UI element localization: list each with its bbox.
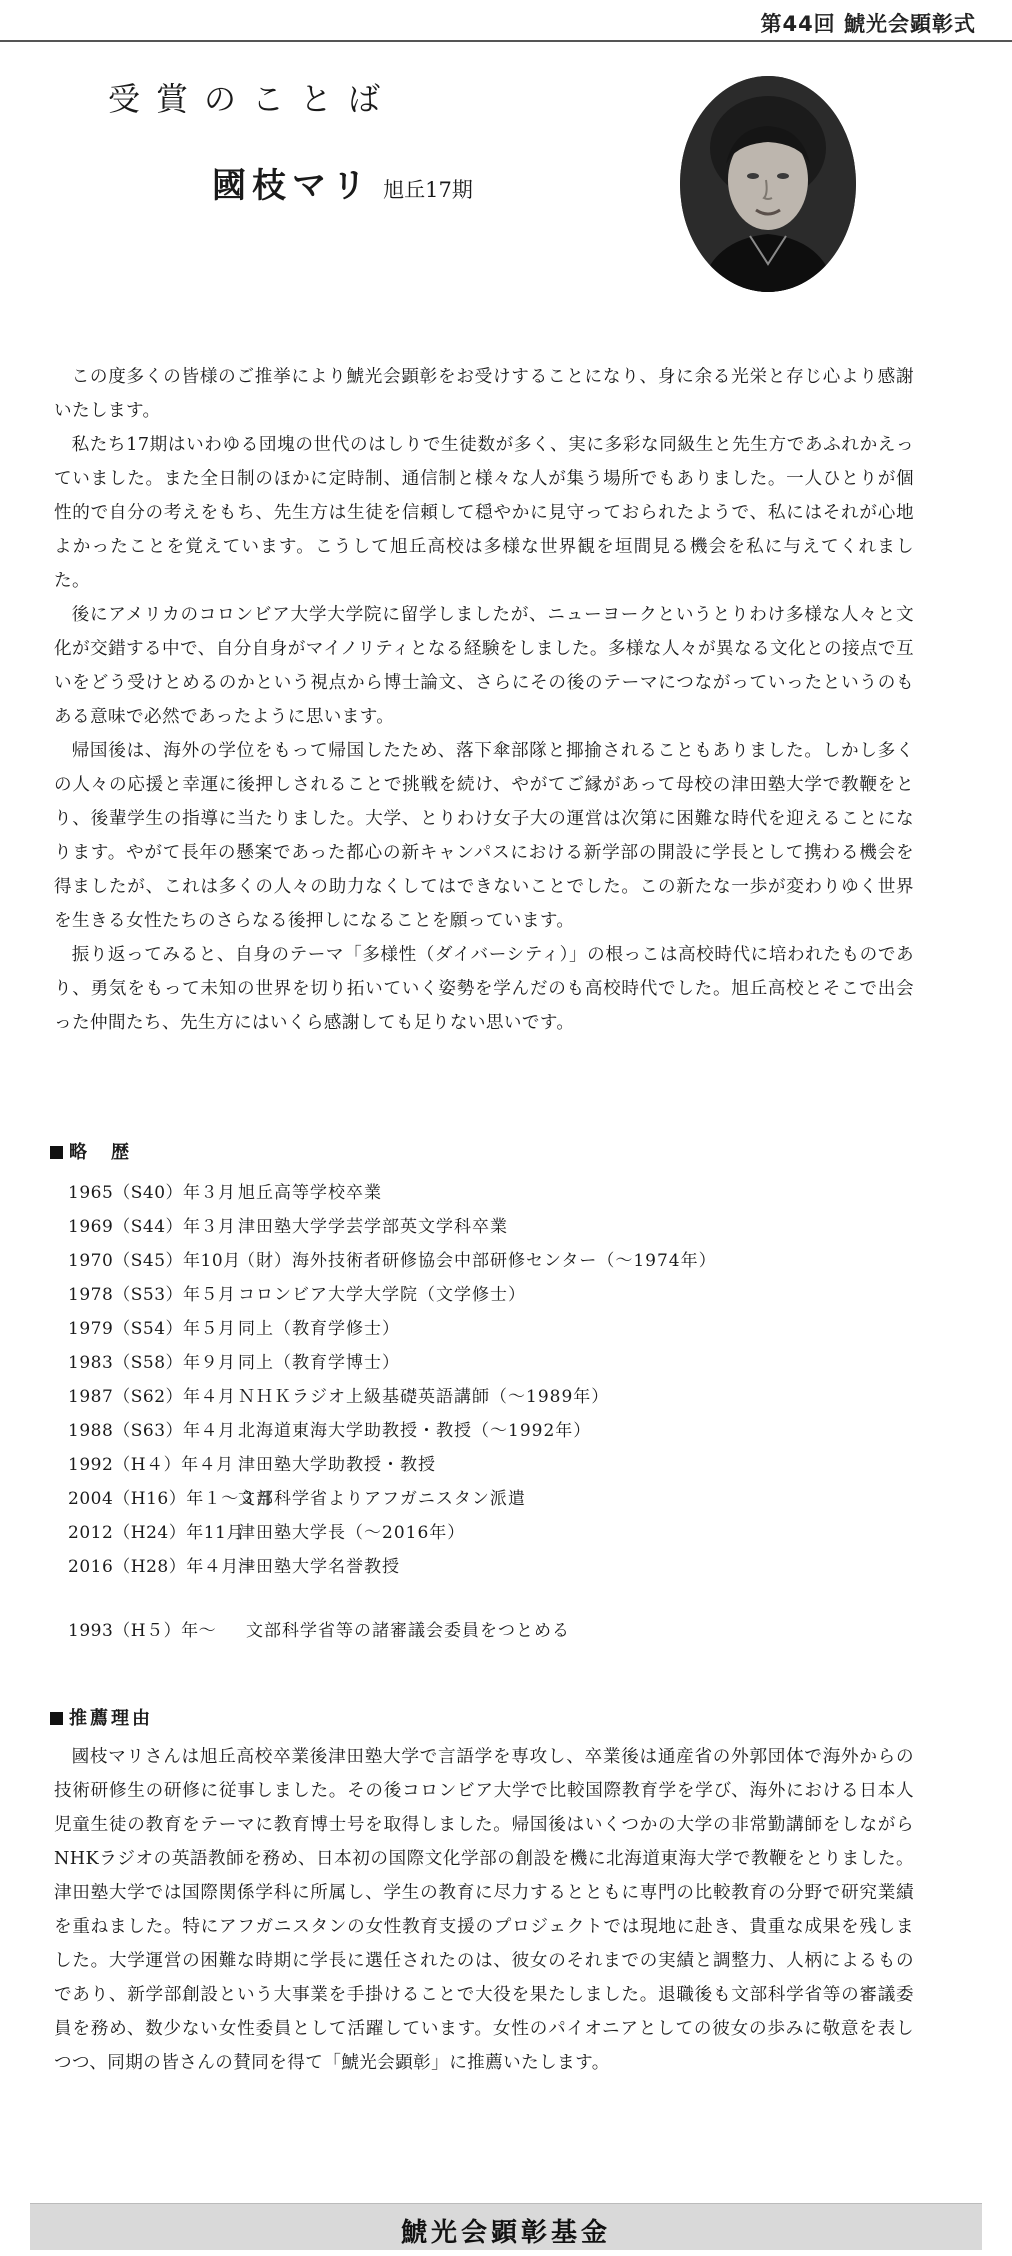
event-title: 第44回 鯱光会顕彰式 bbox=[760, 12, 976, 36]
recommendation-text bbox=[54, 1740, 914, 2080]
speech-paragraph: 私たち17期はいわゆる団塊の世代のはしりで生徒数が多く、実に多彩な同級生と先生方であふれかえっていました。また全日制のほかに定時制、通信制と様々な人が集う場所でもありました。一人ひとりが個性的で自分の考えをもち、先生方は生徒を信頼して穏やかに見守っておられたようで、私にはそれが心地よかったことを覚えています。こうして旭丘高校は多様な世界観を垣間見る機会を私に与えてくれました。 bbox=[54, 435, 914, 591]
history-date: 1988（S63）年４月 bbox=[68, 1421, 236, 1441]
history-date: 1969（S44）年３月 bbox=[68, 1217, 236, 1237]
square-bullet-icon bbox=[50, 1712, 63, 1725]
recipient-line bbox=[212, 158, 473, 207]
history-item bbox=[68, 1244, 928, 1278]
history-item bbox=[68, 1210, 928, 1244]
footer-label: 鯱光会顕彰基金 bbox=[400, 2218, 611, 2248]
history-desc: コロンビア大学大学院（文学修士） bbox=[238, 1285, 526, 1305]
recipient-cohort: 旭丘17期 bbox=[383, 178, 473, 202]
history-heading-text: 略 歴 bbox=[69, 1142, 132, 1163]
history-extra-item bbox=[68, 1616, 570, 1641]
history-date: 1993（H５）年～ bbox=[68, 1621, 217, 1641]
reason-paragraph: 國枝マリさんは旭丘高校卒業後津田塾大学で言語学を専攻し、卒業後は通産省の外郭団体で海外からの技術研修生の研修に従事しました。その後コロンビア大学で比較国際教育学を学び、海外における日本人児童生徒の教育をテーマに教育博士号を取得しました。帰国後はいくつかの大学の非常勤講師をしながらNHKラジオの英語教師を務め、日本初の国際文化学部の創設を機に北海道東海大学で教鞭をとりました。津田塾大学では国際関係学科に所属し、学生の教育に尽力するとともに専門の比較教育の分野で研究業績を重ねました。特にアフガニスタンの女性教育支援のプロジェクトでは現地に赴き、貴重な成果を残しました。大学運営の困難な時期に学長に選任されたのは、彼女のそれまでの実績と調整力、人柄によるものであり、新学部創設という大事業を手掛けることで大役を果たしました。退職後も文部科学省等の審議委員を務め、数少ない女性委員として活躍しています。女性のパイオニアとしての彼女の歩みに敬意を表しつつ、同期の皆さんの賛同を得て「鯱光会顕彰」に推薦いたします。 bbox=[54, 1747, 914, 2073]
history-desc: 津田塾大学名誉教授 bbox=[238, 1557, 400, 1577]
history-item bbox=[68, 1550, 928, 1584]
history-desc: 同上（教育学博士） bbox=[238, 1353, 400, 1373]
history-item bbox=[68, 1482, 928, 1516]
history-date: 1978（S53）年５月 bbox=[68, 1285, 236, 1305]
history-heading bbox=[50, 1138, 132, 1164]
history-item bbox=[68, 1448, 928, 1482]
history-date: 1965（S40）年３月 bbox=[68, 1183, 236, 1203]
portrait-photo bbox=[680, 76, 856, 292]
history-desc: 津田塾大学助教授・教授 bbox=[238, 1455, 436, 1475]
speech-paragraph: 振り返ってみると、自身のテーマ「多様性（ダイバーシティ）」の根っこは高校時代に培われたものであり、勇気をもって未知の世界を切り拓いていく姿勢を学んだのも高校時代でした。旭丘高校とそこで出会った仲間たち、先生方にはいくら感謝しても足りない思いです。 bbox=[54, 945, 914, 1033]
history-date: 2012（H24）年11月 bbox=[68, 1523, 244, 1543]
reason-heading-text: 推薦理由 bbox=[69, 1708, 153, 1729]
page-title: 受賞のことば bbox=[108, 80, 397, 118]
history-desc: 津田塾大学学芸学部英文学科卒業 bbox=[238, 1217, 508, 1237]
speech-paragraph: 帰国後は、海外の学位をもって帰国したため、落下傘部隊と揶揄されることもありました。しかし多くの人々の応援と幸運に後押しされることで挑戦を続け、やがてご縁があって母校の津田塾大学で教鞭をとり、後輩学生の指導に当たりました。大学、とりわけ女子大の運営は次第に困難な時代を迎えることになります。やがて長年の懸案であった都心の新キャンパスにおける新学部の開設に学長として携わる機会を得ましたが、これは多くの人々の助力なくしてはできないことでした。この新たな一歩が変わりゆく世界を生きる女性たちのさらなる後押しになることを願っています。 bbox=[54, 741, 914, 931]
history-date: 1979（S54）年５月 bbox=[68, 1319, 236, 1339]
history-item bbox=[68, 1516, 928, 1550]
recipient-name: 國枝マリ bbox=[212, 166, 372, 206]
history-item bbox=[68, 1346, 928, 1380]
speech-paragraph: 後にアメリカのコロンビア大学大学院に留学しましたが、ニューヨークというとりわけ多様な人々と文化が交錯する中で、自分自身がマイノリティとなる経験をしました。多様な人々が異なる文化との接点で互いをどう受けとめるのかという視点から博士論文、さらにその後のテーマにつながっていったというのもある意味で必然であったように思います。 bbox=[54, 605, 914, 727]
history-date: 2004（H16）年１～３月 bbox=[68, 1489, 274, 1509]
reason-heading bbox=[50, 1704, 153, 1730]
history-date: 1992（H４）年４月 bbox=[68, 1455, 234, 1475]
history-desc: ＮＨＫラジオ上級基礎英語講師（～1989年） bbox=[238, 1387, 610, 1407]
history-list bbox=[68, 1176, 928, 1584]
history-desc: 文部科学省よりアフガニスタン派遣 bbox=[238, 1489, 526, 1509]
history-desc: （財）海外技術者研修協会中部研修センター（～1974年） bbox=[238, 1251, 717, 1271]
history-desc: 旭丘高等学校卒業 bbox=[238, 1183, 382, 1203]
history-date: 1983（S58）年９月 bbox=[68, 1353, 236, 1373]
history-item bbox=[68, 1380, 928, 1414]
history-date: 2016（H28）年４月～ bbox=[68, 1557, 257, 1577]
history-item bbox=[68, 1176, 928, 1210]
history-desc: 同上（教育学修士） bbox=[238, 1319, 400, 1339]
portrait-illustration bbox=[680, 76, 856, 292]
history-desc: 文部科学省等の諸審議会委員をつとめる bbox=[246, 1621, 570, 1641]
history-desc: 北海道東海大学助教授・教授（～1992年） bbox=[238, 1421, 592, 1441]
header-divider bbox=[0, 40, 1012, 42]
footer-band bbox=[30, 2203, 982, 2250]
square-bullet-icon bbox=[50, 1146, 63, 1159]
history-item bbox=[68, 1312, 928, 1346]
history-date: 1970（S45）年10月 bbox=[68, 1251, 241, 1271]
history-desc: 津田塾大学長（～2016年） bbox=[238, 1523, 466, 1543]
speech-paragraph: この度多くの皆様のご推挙により鯱光会顕彰をお受けすることになり、身に余る光栄と存じ心より感謝いたします。 bbox=[54, 367, 914, 421]
header-bar bbox=[0, 0, 1012, 44]
acceptance-speech bbox=[54, 360, 914, 1040]
history-item bbox=[68, 1278, 928, 1312]
history-date: 1987（S62）年４月 bbox=[68, 1387, 236, 1407]
history-item bbox=[68, 1414, 928, 1448]
